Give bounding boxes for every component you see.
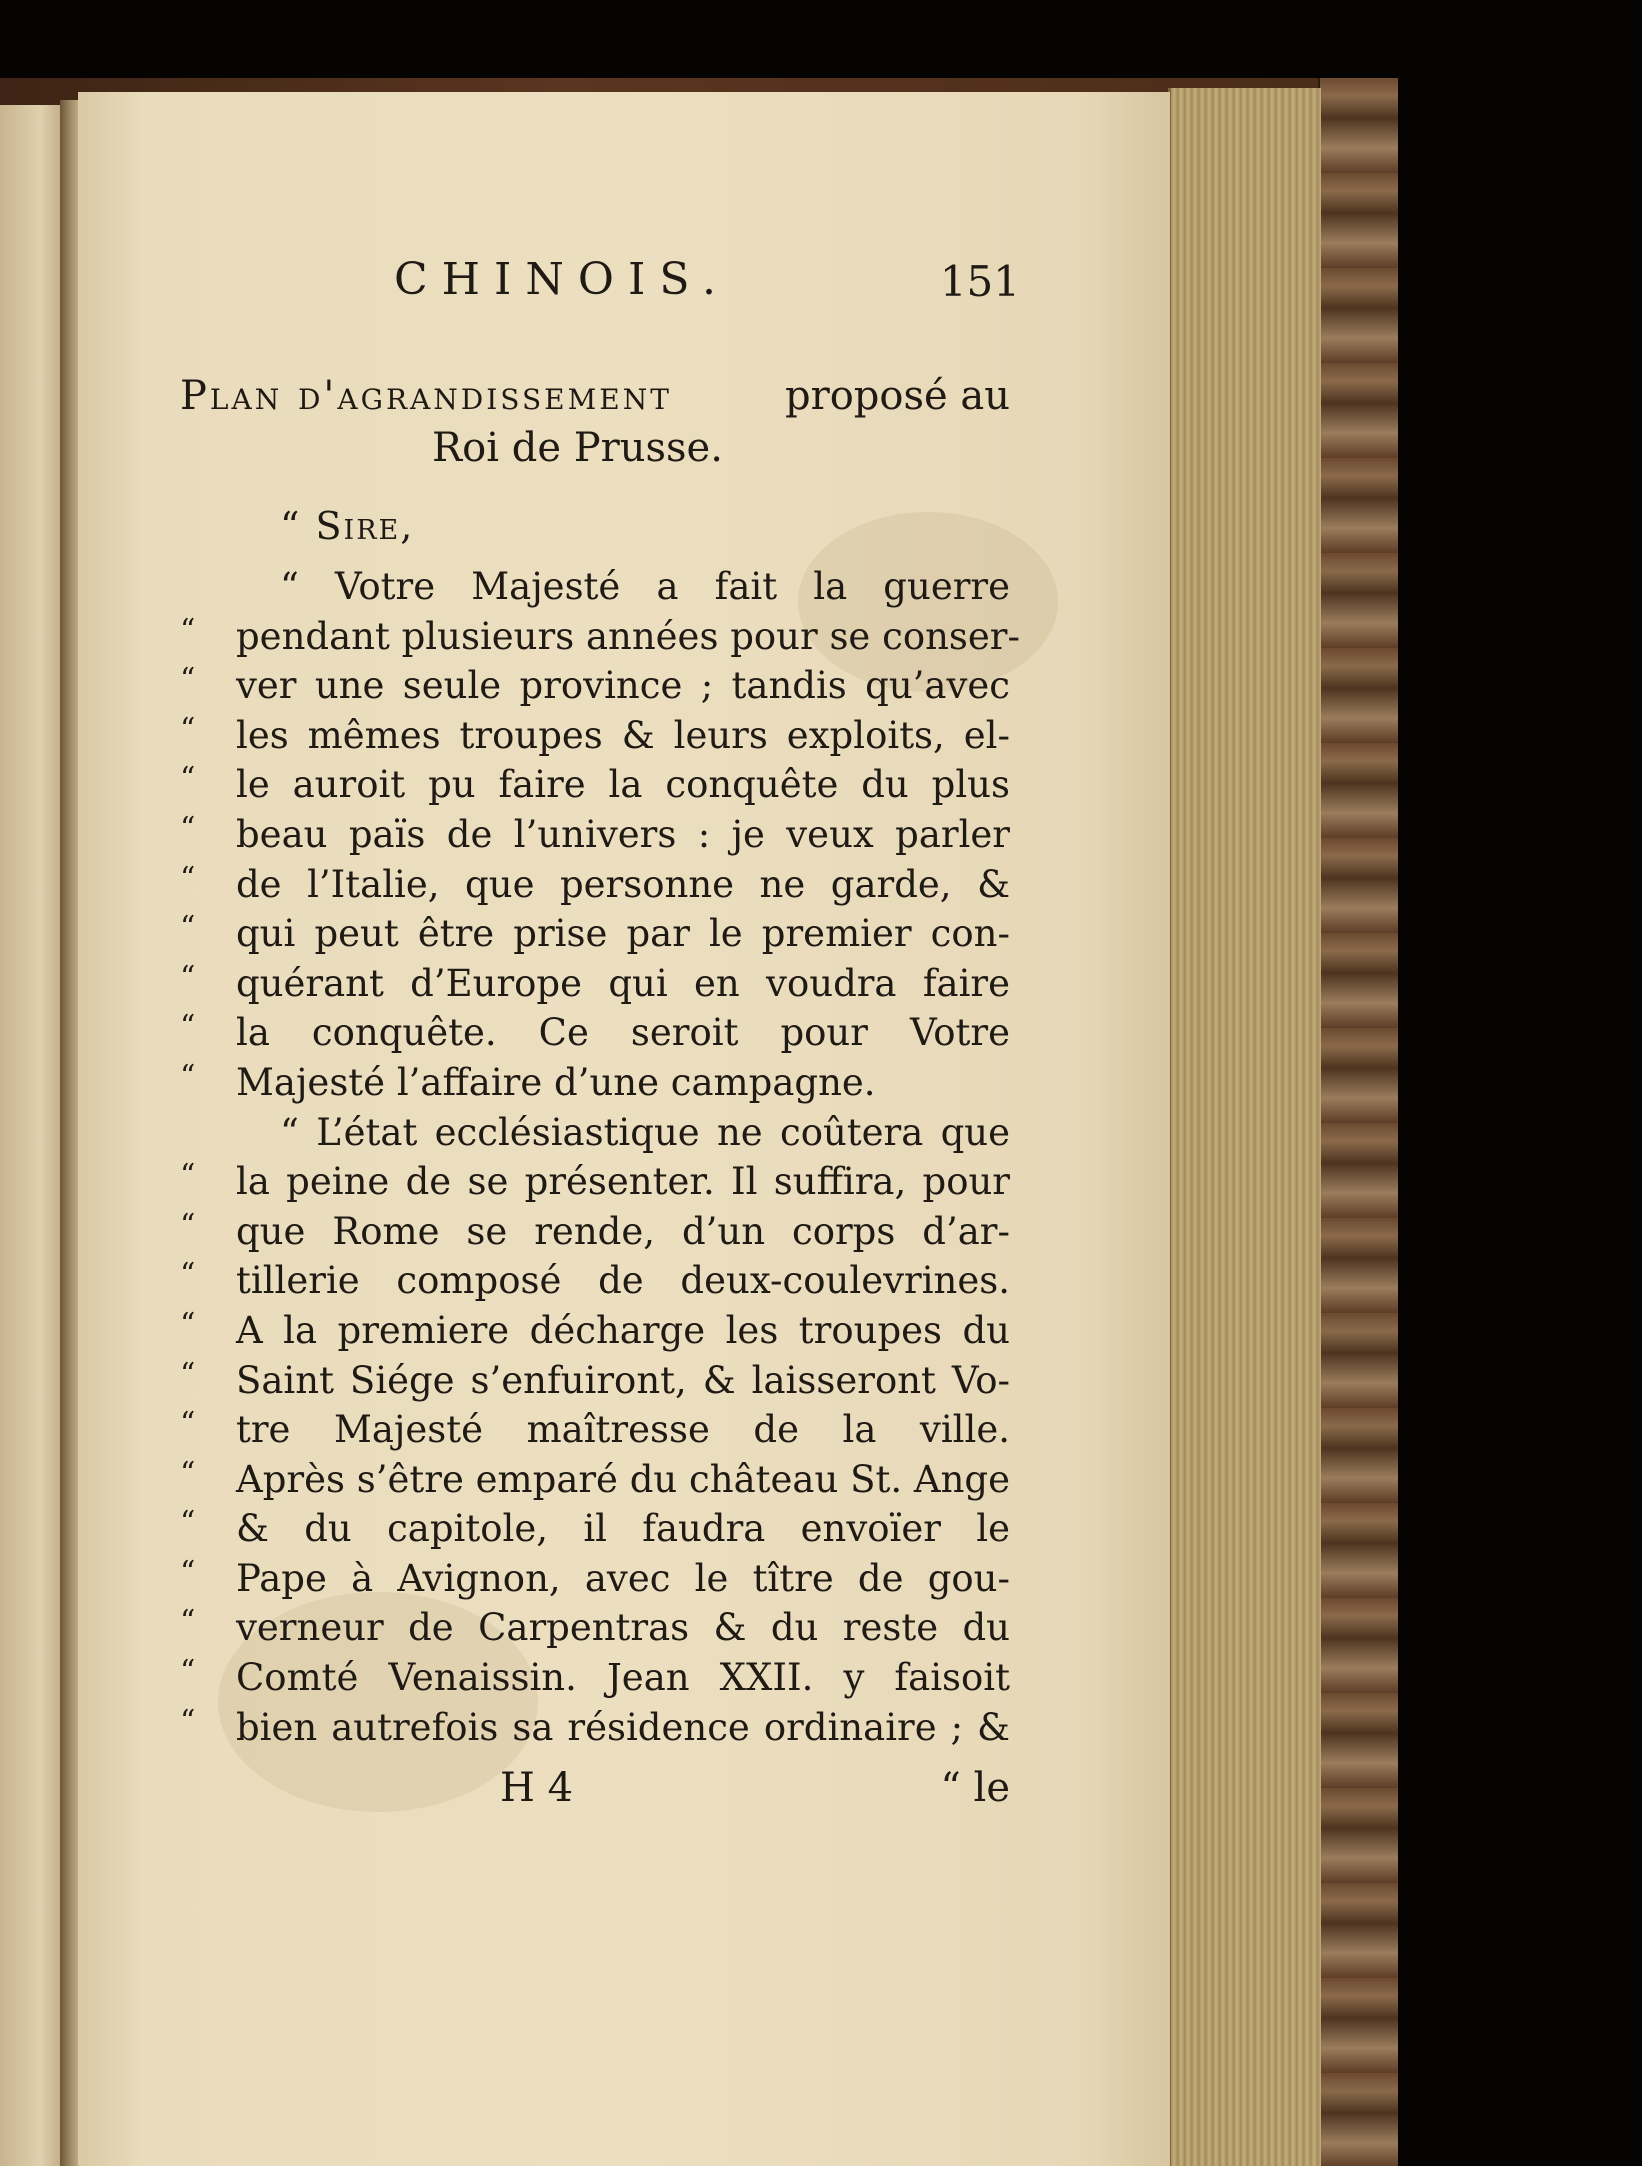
line-text: Majesté l’affaire d’une campagne. bbox=[236, 1060, 876, 1104]
text-line bbox=[180, 909, 1010, 959]
quote-mark: “ bbox=[180, 1703, 196, 1739]
text-line bbox=[180, 1306, 1010, 1356]
quote-mark: “ bbox=[180, 761, 196, 797]
line-text: “ Votre Majesté a fait la guerre bbox=[280, 565, 1010, 608]
text-line bbox=[180, 1058, 1010, 1108]
text-line bbox=[180, 661, 1010, 711]
text-line bbox=[180, 1405, 1010, 1455]
catchword: “ le bbox=[940, 1765, 1010, 1811]
quote-mark: “ bbox=[180, 1257, 196, 1293]
quote-mark: “ bbox=[180, 1406, 196, 1442]
line-text: verneur de Carpentras & du reste du bbox=[236, 1606, 1010, 1650]
line-text: la peine de se présenter. Il suffira, pour bbox=[236, 1160, 1010, 1204]
quote-mark: “ bbox=[180, 711, 196, 747]
page-footer bbox=[180, 1760, 1010, 1816]
text-line bbox=[180, 810, 1010, 860]
text-line bbox=[180, 1256, 1010, 1306]
quote-mark: “ bbox=[180, 1554, 196, 1590]
quote-mark: “ bbox=[180, 810, 196, 846]
line-text: pendant plusieurs années pour se conser- bbox=[236, 614, 1020, 658]
quote-mark: “ bbox=[180, 1505, 196, 1541]
line-text: tre Majesté maîtresse de la ville. bbox=[236, 1408, 1010, 1452]
quote-mark: “ bbox=[180, 1009, 196, 1045]
line-text: que Rome se rende, d’un corps d’ar- bbox=[236, 1209, 1010, 1253]
facing-page-edge bbox=[0, 105, 68, 2166]
text-line bbox=[180, 1603, 1010, 1653]
text-line bbox=[180, 711, 1010, 761]
quote-mark: “ bbox=[180, 1306, 196, 1342]
quote-mark: “ bbox=[180, 612, 196, 648]
text-line bbox=[180, 860, 1010, 910]
line-text: le auroit pu faire la conquête du plus bbox=[236, 763, 1010, 807]
line-text: & du capitole, il faudra envoïer le bbox=[236, 1507, 1010, 1551]
quote-mark: “ bbox=[180, 1058, 196, 1094]
line-text: tillerie composé de deux-coulevrines. bbox=[236, 1259, 1010, 1303]
quote-mark: “ bbox=[180, 1356, 196, 1392]
line-text: Pape à Avignon, avec le tître de gou- bbox=[236, 1556, 1010, 1600]
text-line bbox=[180, 1356, 1010, 1406]
line-text: la conquête. Ce seroit pour Votre bbox=[236, 1011, 1010, 1055]
text-line bbox=[180, 1108, 1010, 1158]
section-title-line-2: Roi de Prusse. bbox=[432, 425, 723, 471]
line-text: A la premiere décharge les troupes du bbox=[236, 1308, 1010, 1352]
quote-mark: “ bbox=[180, 1654, 196, 1690]
line-text: bien autrefois sa résidence ordinaire ; & bbox=[236, 1705, 1010, 1749]
text-line bbox=[180, 760, 1010, 810]
line-text: qui peut être prise par le premier con- bbox=[236, 912, 1010, 956]
text-line bbox=[180, 1207, 1010, 1257]
page-header bbox=[180, 250, 1020, 330]
line-text: de l’Italie, que personne ne garde, & bbox=[236, 862, 1010, 906]
text-line bbox=[180, 1653, 1010, 1703]
text-line bbox=[180, 1455, 1010, 1505]
line-text: Comté Venaissin. Jean XXII. y faisoit bbox=[236, 1656, 1010, 1700]
line-text: beau païs de l’univers : je veux parler bbox=[236, 812, 1010, 856]
text-line bbox=[180, 1703, 1010, 1753]
salutation: “ Sire, bbox=[280, 504, 415, 548]
text-line bbox=[180, 612, 1020, 662]
section-title-rest: proposé au bbox=[784, 373, 1010, 419]
section-title-small-caps: Plan d'agrandissement bbox=[180, 373, 672, 419]
quote-mark: “ bbox=[180, 1207, 196, 1243]
quote-mark: “ bbox=[180, 662, 196, 698]
quote-mark: “ bbox=[180, 910, 196, 946]
text-line bbox=[180, 959, 1010, 1009]
line-text: “ L’état ecclésiastique ne coûtera que bbox=[280, 1110, 1010, 1154]
page-block-edges bbox=[1168, 88, 1321, 2166]
quote-mark: “ bbox=[180, 959, 196, 995]
marbled-board-edge bbox=[1318, 78, 1398, 2166]
line-text: quérant d’Europe qui en voudra faire bbox=[236, 961, 1010, 1005]
text-line bbox=[180, 1008, 1010, 1058]
line-text: les mêmes troupes & leurs exploits, el- bbox=[236, 713, 1010, 757]
quote-mark: “ bbox=[180, 1604, 196, 1640]
quote-mark: “ bbox=[180, 860, 196, 896]
quote-mark: “ bbox=[180, 1158, 196, 1194]
text-line bbox=[180, 1554, 1010, 1604]
page-number: 151 bbox=[939, 257, 1020, 306]
line-text: Après s’être emparé du château St. Ange bbox=[236, 1457, 1010, 1501]
line-text: ver une seule province ; tandis qu’avec bbox=[236, 664, 1010, 708]
body-text bbox=[180, 562, 1020, 1752]
section-title bbox=[180, 368, 1010, 424]
quote-mark: “ bbox=[180, 1455, 196, 1491]
text-line bbox=[180, 1157, 1010, 1207]
signature-mark: H 4 bbox=[500, 1765, 574, 1811]
text-line bbox=[180, 1504, 1010, 1554]
running-head: CHINOIS. bbox=[394, 254, 730, 305]
text-line bbox=[180, 562, 1010, 612]
page-text-block bbox=[180, 250, 1020, 1811]
line-text: Saint Siége s’enfuiront, & laisseront Vo- bbox=[236, 1358, 1010, 1402]
